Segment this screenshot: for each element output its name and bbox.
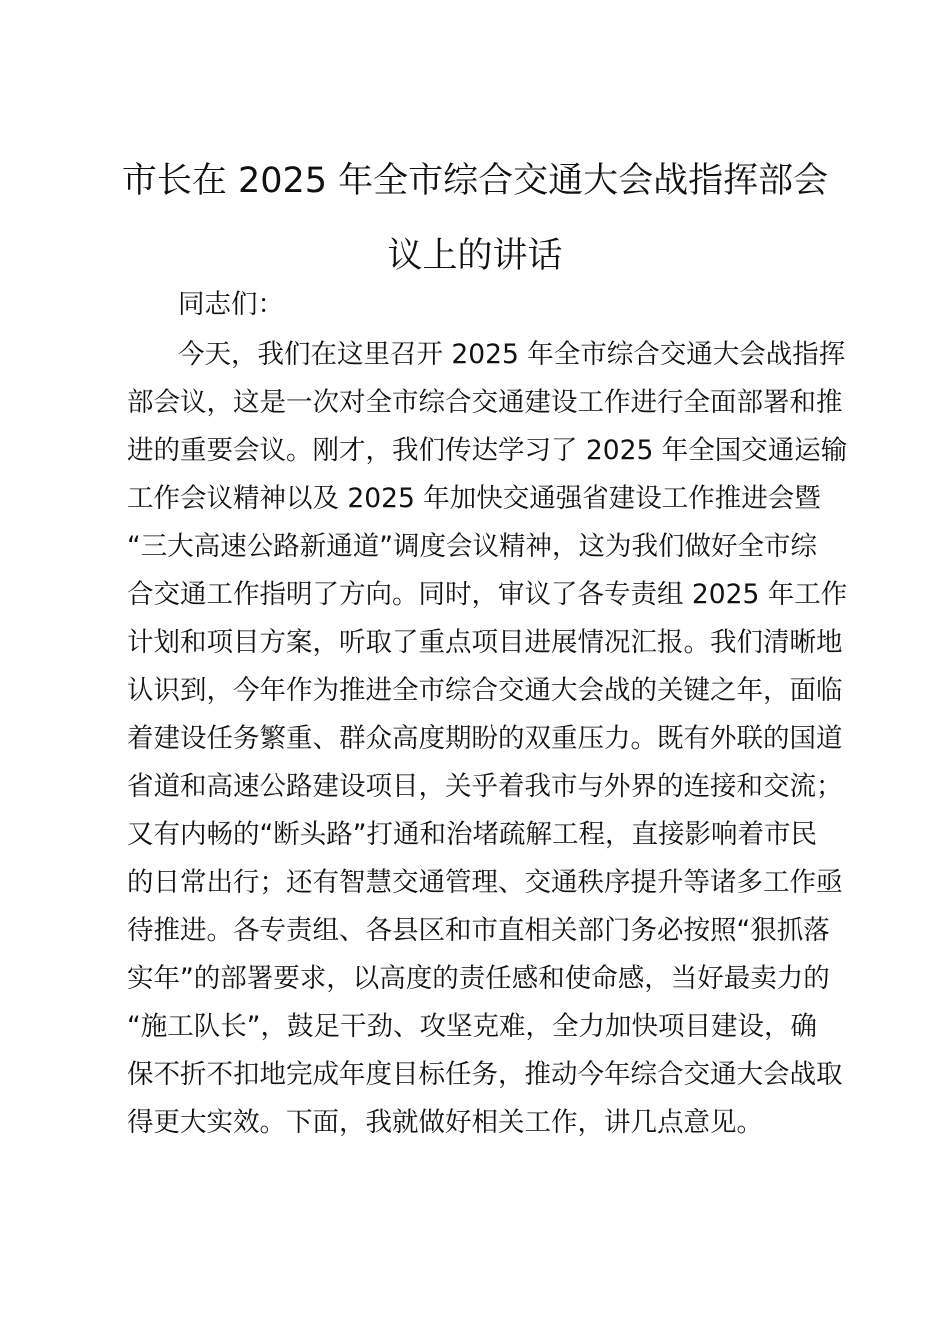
- body-line-10: 省道和高速公路建设项目，关乎着我市与外界的连接和交流；: [127, 771, 843, 802]
- body-line-8: 认识到，今年作为推进全市综合交通大会战的关键之年，面临: [127, 675, 843, 706]
- body-line-5: “三大高速公路新通道”调度会议精神，这为我们做好全市综: [127, 531, 817, 562]
- document-title-line-1: 市长在 2025 年全市综合交通大会战指挥部会: [121, 161, 829, 201]
- body-line-3: 进的重要会议。刚才，我们传达学习了 2025 年全国交通运输: [127, 435, 848, 466]
- body-line-16: 保不折不扣地完成年度目标任务，推动今年综合交通大会战取: [127, 1059, 843, 1090]
- body-line-9: 着建设任务繁重、群众高度期盼的双重压力。既有外联的国道: [127, 723, 843, 754]
- document-title-line-2: 议上的讲话: [387, 236, 563, 276]
- body-line-4: 工作会议精神以及 2025 年加快交通强省建设工作推进会暨: [127, 483, 821, 514]
- body-line-13: 待推进。各专责组、各县区和市直相关部门务必按照“狠抓落: [127, 915, 830, 946]
- body-line-6: 合交通工作指明了方向。同时，审议了各专责组 2025 年工作: [127, 579, 848, 610]
- body-line-11: 又有内畅的“断头路”打通和治堵疏解工程，直接影响着市民: [127, 819, 817, 850]
- salutation: 同志们：: [178, 289, 284, 320]
- body-line-1: 今天，我们在这里召开 2025 年全市综合交通大会战指挥: [178, 339, 846, 370]
- body-line-14: 实年”的部署要求，以高度的责任感和使命感，当好最卖力的: [127, 963, 830, 994]
- body-line-12: 的日常出行；还有智慧交通管理、交通秩序提升等诸多工作亟: [127, 867, 843, 898]
- body-line-7: 计划和项目方案，听取了重点项目进展情况汇报。我们清晰地: [127, 627, 843, 658]
- body-line-2: 部会议，这是一次对全市综合交通建设工作进行全面部署和推: [127, 387, 843, 418]
- body-line-17: 得更大实效。下面，我就做好相关工作，讲几点意见。: [127, 1107, 763, 1138]
- body-line-15: “施工队长”，鼓足干劲、攻坚克难，全力加快项目建设，确: [127, 1011, 817, 1042]
